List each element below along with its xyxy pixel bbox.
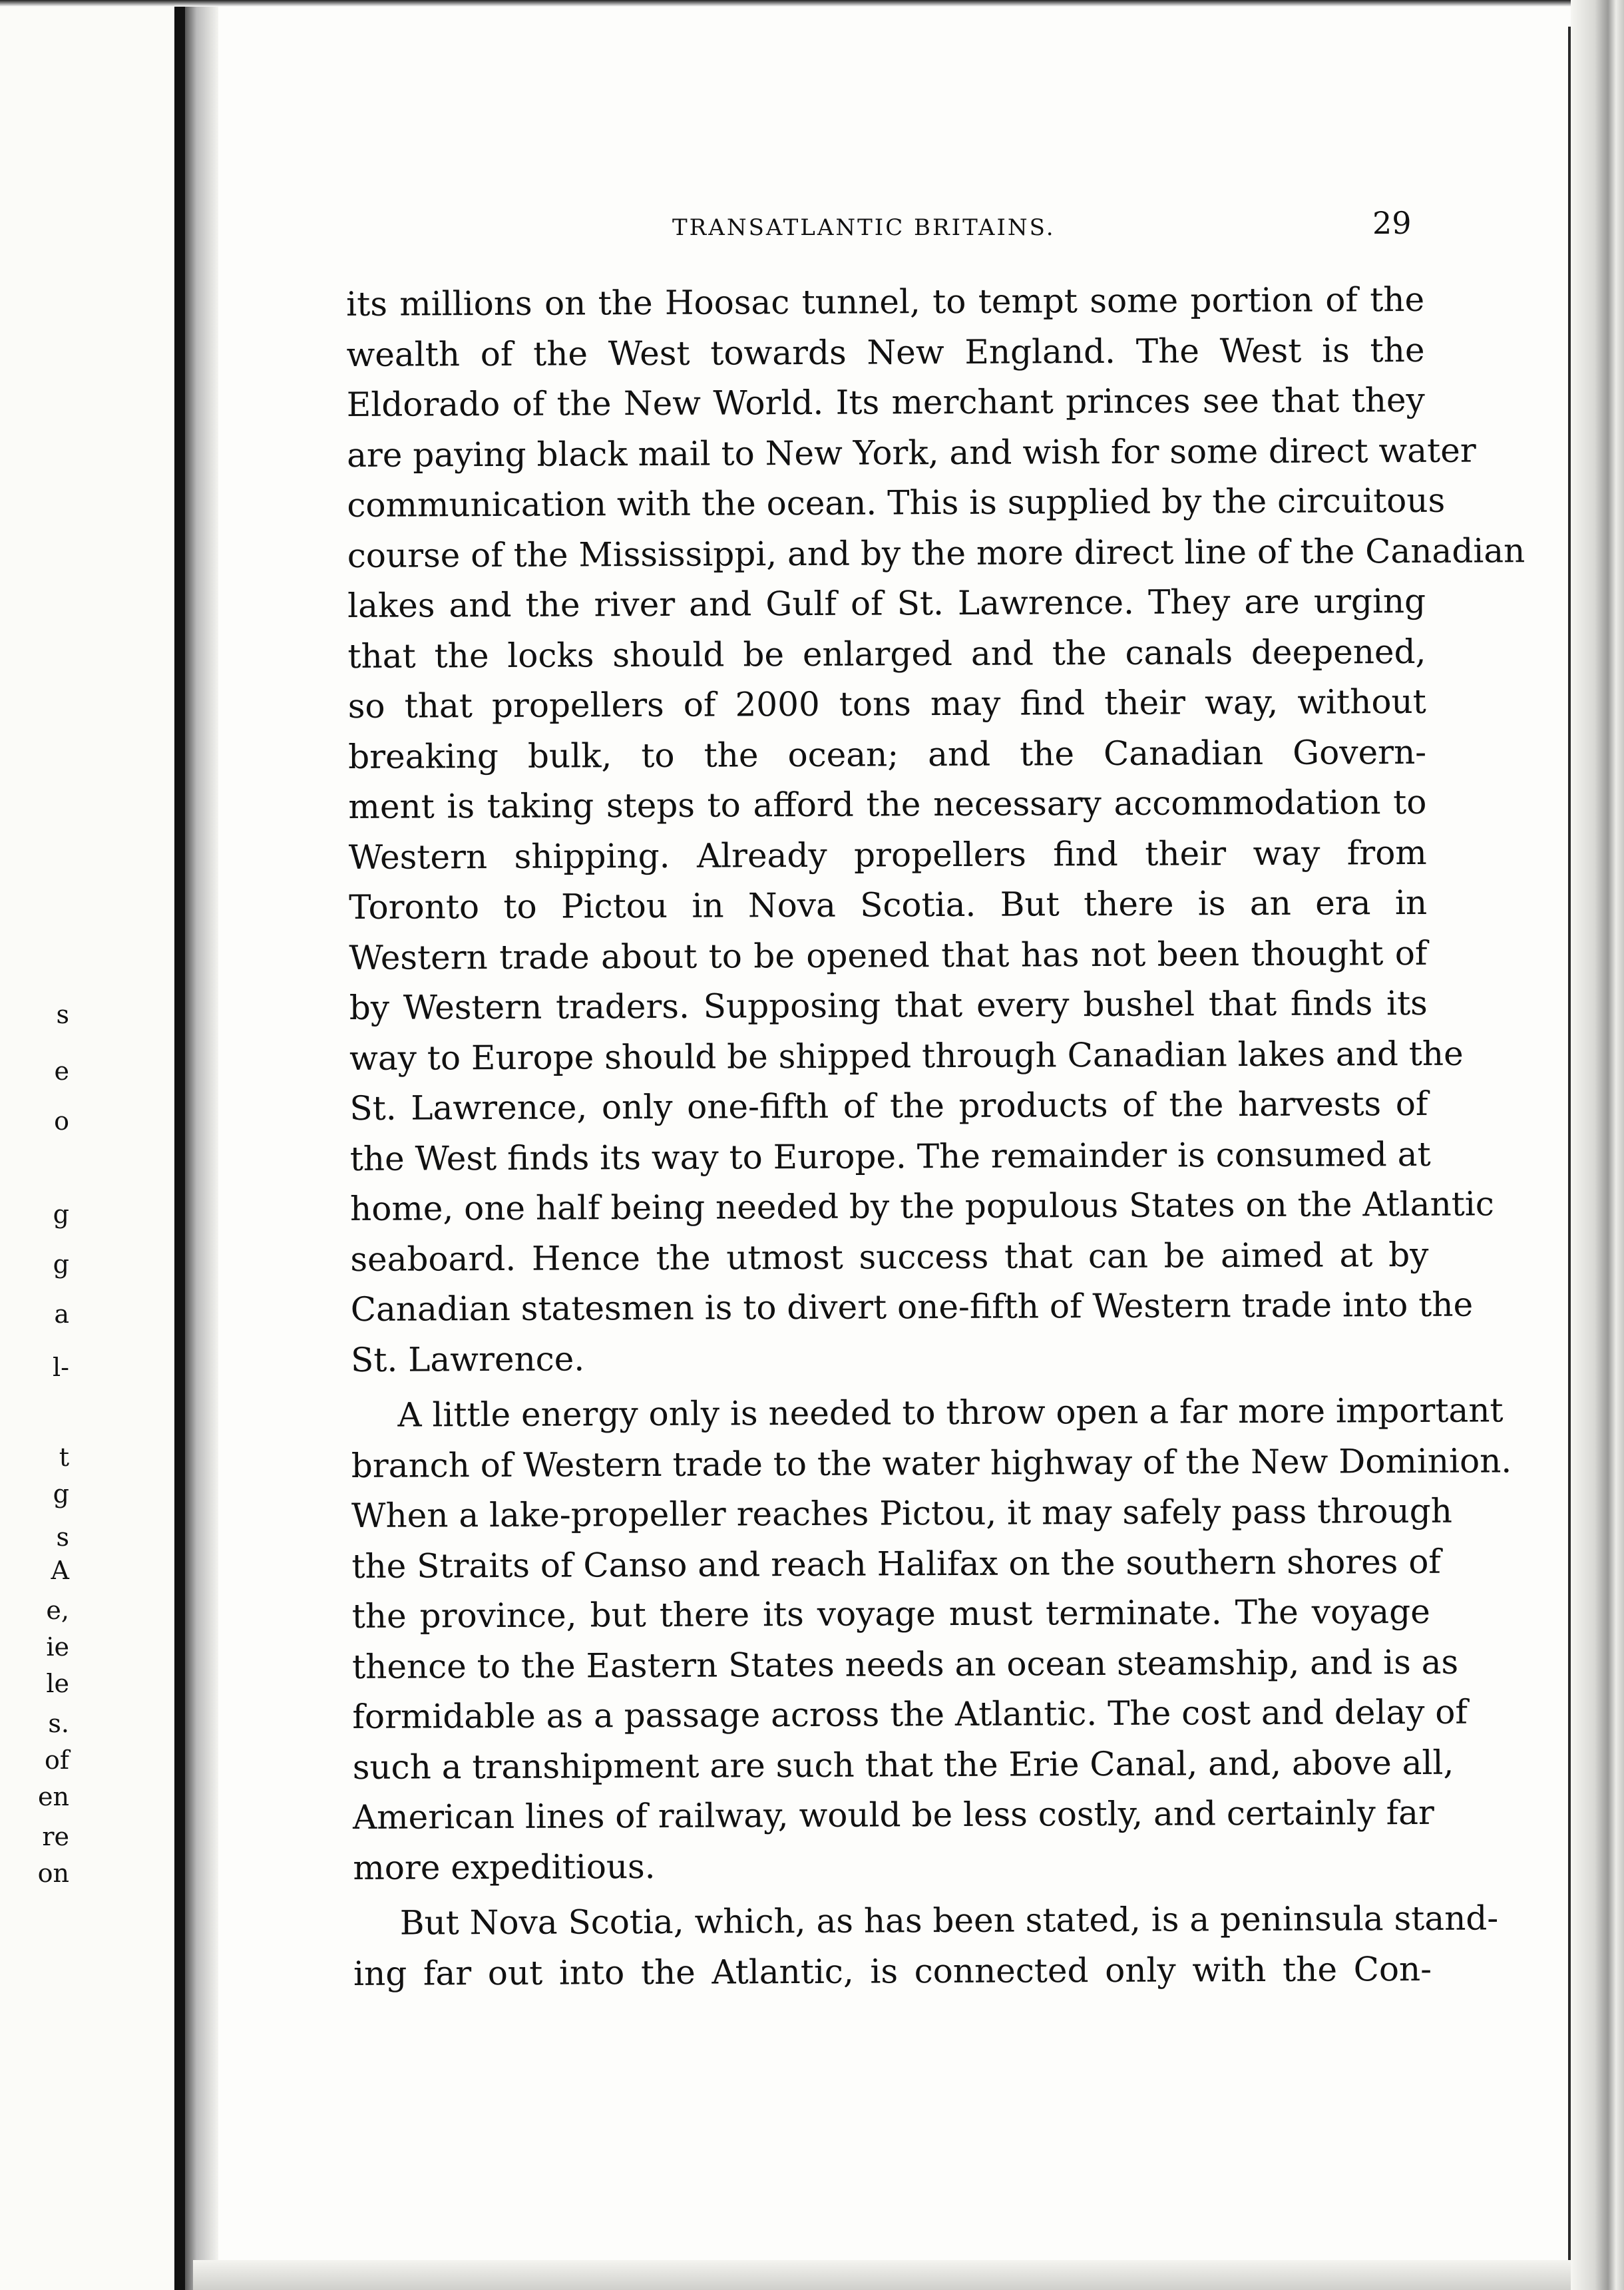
facing-page-fragment: re (42, 1822, 69, 1851)
text-line: formidable as a passage across the Atlantic. The cost and delay of (352, 1692, 1468, 1736)
text-line: course of the Mississippi, and by the more direct line of the Canadian (347, 531, 1525, 575)
facing-page-fragment: o (54, 1106, 69, 1136)
text-line: branch of Western trade to the water highway of the New Dominion. (351, 1441, 1512, 1485)
text-line: Toronto to Pictou in Nova Scotia. But there is an era in (348, 883, 1428, 927)
right-page-border (1568, 27, 1571, 2263)
facing-page-fragment: of (45, 1745, 69, 1775)
facing-page-fragment: g (53, 1250, 69, 1279)
facing-page-fragment: e (54, 1056, 69, 1086)
text-line: Western trade about to be opened that has not been thought of (349, 933, 1428, 977)
facing-page-fragment: ie (46, 1632, 69, 1662)
facing-page-fragment: a (54, 1299, 69, 1329)
text-line: by Western traders. Supposing that every bushel that finds its (349, 983, 1428, 1027)
facing-page-fragment: s. (48, 1709, 69, 1738)
facing-page-fragment: l- (53, 1353, 69, 1382)
text-line: wealth of the West towards New England. The West is the (346, 330, 1425, 374)
text-line: seaboard. Hence the utmost success that can be aimed at by (350, 1235, 1429, 1279)
text-line: When a lake-propeller reaches Pictou, it may safely pass through (351, 1491, 1453, 1535)
facing-page-fragment: e, (46, 1596, 69, 1625)
text-line: the West finds its way to Europe. The remainder is consumed at (349, 1134, 1431, 1178)
facing-page-fragment: A (51, 1556, 69, 1585)
text-line: its millions on the Hoosac tunnel, to tempt some portion of the (346, 280, 1425, 324)
facing-page-fragment: g (53, 1479, 69, 1508)
right-page-edge (1571, 0, 1624, 2290)
facing-page-fragment: g (53, 1200, 69, 1229)
text-line: A little energy only is needed to throw open a far more important (397, 1391, 1504, 1435)
text-line: the Straits of Canso and reach Halifax on the southern shores of (351, 1542, 1441, 1586)
paragraph (353, 1894, 1499, 1999)
text-line: the province, but there its voyage must terminate. The voyage (351, 1592, 1430, 1636)
text-line: communication with the ocean. This is supplied by the circuitous (347, 481, 1446, 525)
book-gutter (174, 0, 185, 2290)
text-line: ing far out into the Atlantic, is connected only with the Con- (353, 1949, 1432, 1993)
text-line: way to Europe should be shipped through Canadian lakes and the (349, 1034, 1464, 1078)
paragraph (351, 1386, 1512, 1893)
bottom-page-edge (193, 2260, 1571, 2290)
body-text (346, 275, 1525, 1999)
facing-page-fragment: en (38, 1782, 69, 1811)
facing-page-fragment: le (46, 1669, 69, 1698)
text-line: ment is taking steps to afford the necessary accommodation to (348, 782, 1427, 826)
text-line: home, one half being needed by the populous States on the Atlantic (349, 1184, 1494, 1228)
text-line: St. Lawrence. (350, 1339, 585, 1379)
text-line: Western shipping. Already propellers find their way from (348, 833, 1427, 877)
text-line: such a transhipment are such that the Erie Canal, and, above all, (352, 1743, 1454, 1787)
facing-page-fragment: on (37, 1859, 69, 1888)
text-line: Canadian statesmen is to divert one-fifth of Western trade into the (350, 1285, 1474, 1329)
text-line: Eldorado of the New World. Its merchant princes see that they (346, 380, 1425, 424)
text-line: more expeditious. (353, 1847, 656, 1887)
text-line: lakes and the river and Gulf of St. Lawrence. They are urging (347, 581, 1426, 625)
text-line: so that propellers of 2000 tons may find their way, without (347, 682, 1426, 726)
paragraph (346, 275, 1525, 1385)
text-line: are paying black mail to New York, and wish for some direct water (347, 431, 1476, 475)
text-line: St. Lawrence, only one-fifth of the products of the harvests of (349, 1084, 1428, 1128)
text-line: American lines of railway, would be less costly, and certainly far (352, 1793, 1435, 1837)
text-line: that the locks should be enlarged and the canals deepened, (347, 632, 1426, 676)
text-line: thence to the Eastern States needs an ocean steamship, and is as (351, 1642, 1459, 1686)
top-page-edge (0, 0, 1624, 7)
facing-page-fragment: s (56, 1522, 69, 1552)
page-number: 29 (1372, 205, 1412, 241)
running-title: TRANSATLANTIC BRITAINS. (672, 214, 1056, 241)
text-line: breaking bulk, to the ocean; and the Canadian Govern- (347, 732, 1427, 776)
facing-page-text-fragments (0, 0, 73, 2290)
facing-page-fragment: s (56, 1000, 69, 1029)
gutter-shadow (185, 0, 218, 2290)
text-line: But Nova Scotia, which, as has been stated, is a peninsula stand- (399, 1899, 1499, 1943)
facing-page-fragment: t (59, 1443, 69, 1472)
